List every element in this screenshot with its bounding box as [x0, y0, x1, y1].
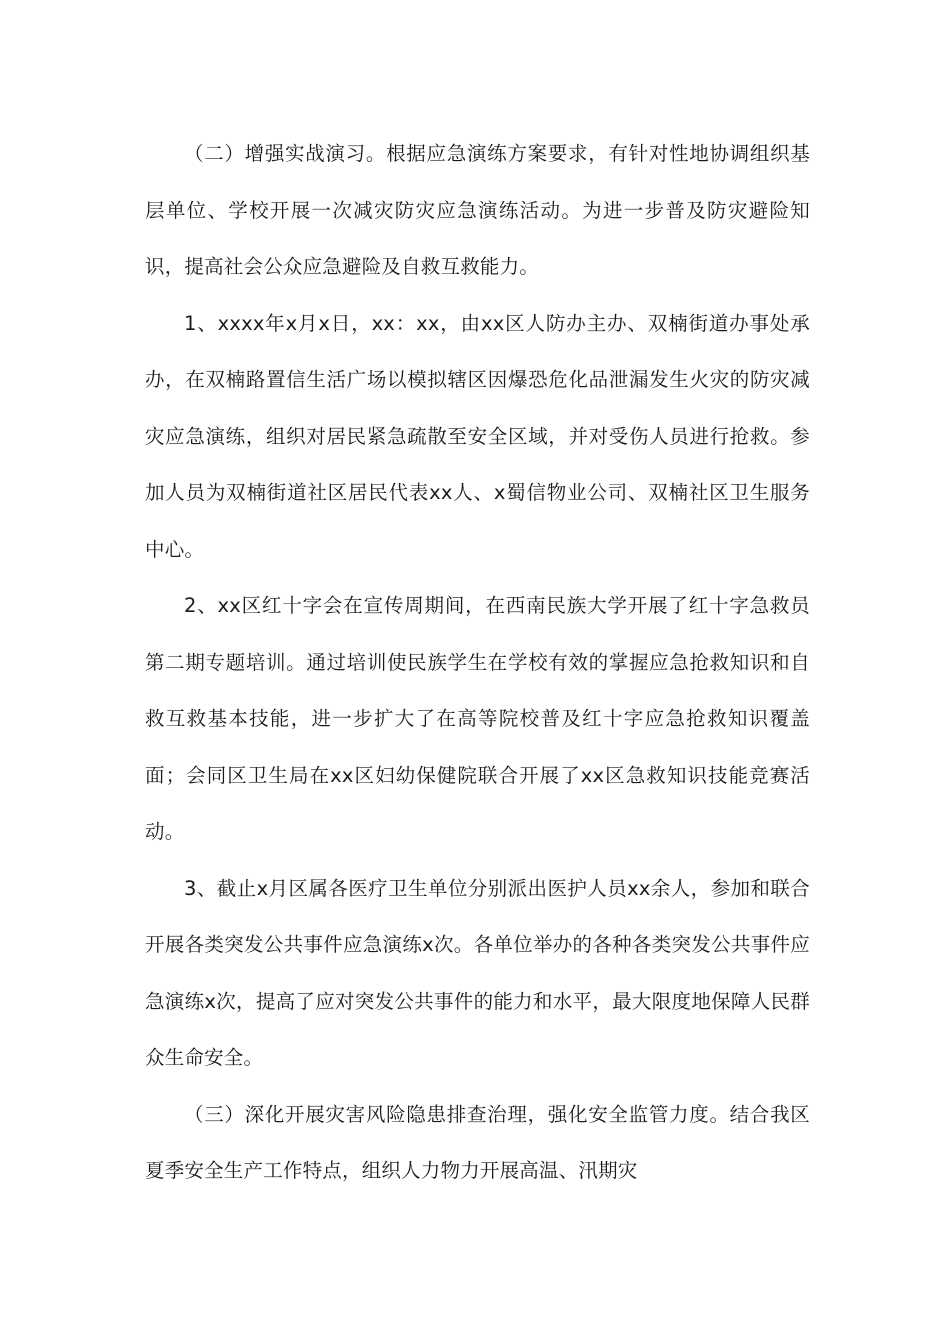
paragraph-item-1: 1、xxxx年x月x日，xx：xx，由xx区人防办主办、双楠街道办事处承办，在双楠路置信生活广场以模拟辖区因爆恐危化品泄漏发生火灾的防灾减灾应急演练，组织对居民紧急疏散至安全区域，并对受伤人员进行抢救。参加人员为双楠街道社区居民代表xx人、x蜀信物业公司、双楠社区卫生服务中心。: [145, 311, 810, 561]
paragraph-item-2: 2、xx区红十字会在宣传周期间，在西南民族大学开展了红十字急救员第二期专题培训。通过培训使民族学生在学校有效的掌握应急抢救知识和自救互救基本技能，进一步扩大了在高等院校普及红十字应急抢救知识覆盖面；会同区卫生局在xx区妇幼保健院联合开展了xx区急救知识技能竞赛活动。: [145, 594, 810, 843]
paragraph-drill-intro: （二）增强实战演习。根据应急演练方案要求，有针对性地协调组织基层单位、学校开展一次减灾防灾应急演练活动。为进一步普及防灾避险知识，提高社会公众应急避险及自救互救能力。: [145, 142, 810, 278]
document-body: [145, 126, 810, 1200]
paragraph-item-3: 3、截止x月区属各医疗卫生单位分别派出医护人员xx余人，参加和联合开展各类突发公共事件应急演练x次。各单位举办的各种各类突发公共事件应急演练x次，提高了应对突发公共事件的能力和水平，最大限度地保障人民群众生命安全。: [145, 876, 810, 1069]
paragraph-hazard-inspection: （三）深化开展灾害风险隐患排查治理，强化安全监管力度。结合我区夏季安全生产工作特点，组织人力物力开展高温、汛期灾: [145, 1102, 810, 1182]
